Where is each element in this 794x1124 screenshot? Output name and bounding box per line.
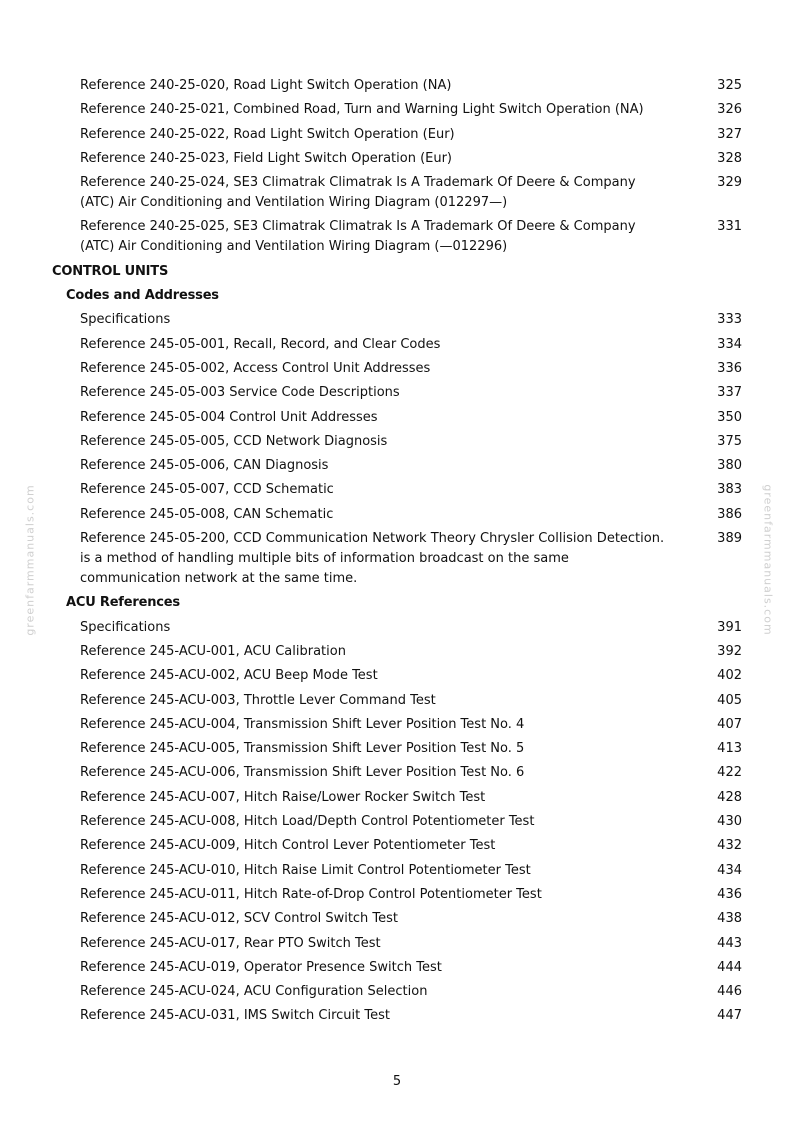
toc-entry-title: Reference 245-05-003 Service Code Descriptions (80, 385, 400, 401)
toc-block-lighting (52, 76, 742, 257)
toc-entry[interactable] (52, 310, 742, 330)
toc-entry-page: 434 (717, 862, 742, 878)
toc-entry-title: Reference 245-ACU-005, Transmission Shift Lever Position Test No. 5 (80, 741, 525, 757)
toc-entry-title: Reference 245-ACU-031, IMS Switch Circuit Test (80, 1008, 390, 1024)
toc-entry-title: Reference 245-ACU-017, Rear PTO Switch Test (80, 935, 381, 951)
toc-entry-title: Reference 245-ACU-019, Operator Presence Switch Test (80, 959, 442, 975)
toc-entry-title: Reference 245-05-006, CAN Diagnosis (80, 458, 329, 474)
toc-entry-page: 405 (717, 692, 742, 708)
toc-entry-title: Reference 245-ACU-006, Transmission Shift Lever Position Test No. 6 (80, 765, 525, 781)
toc-entry-title: Reference 240-25-023, Field Light Switch Operation (Eur) (80, 150, 453, 166)
toc-entry[interactable] (52, 383, 742, 403)
toc-entry[interactable] (52, 359, 742, 379)
toc-entry-title: Reference 245-05-008, CAN Schematic (80, 506, 334, 522)
toc-entry-title: Reference 240-25-022, Road Light Switch Operation (Eur) (80, 126, 455, 142)
toc-entry[interactable] (52, 715, 742, 735)
toc-entry[interactable] (52, 885, 742, 905)
toc-entry-title: Reference 245-ACU-001, ACU Calibration (80, 643, 346, 659)
toc-entry-title: Reference 245-ACU-007, Hitch Raise/Lower Rocker Switch Test (80, 789, 486, 805)
toc-entry-title: Reference 245-ACU-003, Throttle Lever Command Test (80, 692, 436, 708)
toc-entry-page: 444 (717, 959, 742, 975)
toc-entry[interactable] (52, 217, 742, 257)
toc-entry[interactable] (52, 958, 742, 978)
toc-entry-page: 375 (717, 433, 742, 449)
toc-entry-title: Reference 240-25-024, SE3 Climatrak Climatrak Is A Trademark Of Deere & Company (ATC) Air Conditioning and Ventilation Wiring Diagram (012297—) (80, 175, 636, 211)
toc-entry-page: 327 (717, 126, 742, 142)
toc-entry-page: 329 (717, 175, 742, 191)
toc-entry-title: Reference 240-25-020, Road Light Switch Operation (NA) (80, 78, 452, 93)
toc-entry-title: Specifications (80, 619, 171, 635)
toc-entry-page: 333 (717, 312, 742, 328)
toc-entry[interactable] (52, 173, 742, 213)
toc-entry[interactable] (52, 408, 742, 428)
toc-entry-page: 389 (717, 531, 742, 547)
toc-entry-page: 413 (717, 741, 742, 757)
toc-entry-title: Reference 245-ACU-024, ACU Configuration Selection (80, 984, 428, 1000)
toc-entry-page: 447 (717, 1008, 742, 1024)
toc-entry-page: 331 (717, 219, 742, 235)
toc-entry[interactable] (52, 763, 742, 783)
toc-entry-page: 391 (717, 619, 742, 635)
toc-entry[interactable] (52, 100, 742, 120)
toc-entry-title: Reference 245-05-002, Access Control Unit Addresses (80, 360, 431, 376)
toc-entry-page: 428 (717, 789, 742, 805)
toc-block-acu-references (52, 618, 742, 1027)
toc-entry-page: 380 (717, 458, 742, 474)
toc-entry-title: Reference 245-ACU-012, SCV Control Switch Test (80, 911, 399, 927)
toc-entry-page: 443 (717, 935, 742, 951)
toc-entry-title: Specifications (80, 312, 171, 328)
toc-entry[interactable] (52, 529, 742, 589)
toc-entry[interactable] (52, 909, 742, 929)
toc-entry-page: 432 (717, 838, 742, 854)
toc-entry-page: 386 (717, 506, 742, 522)
toc-block-codes-addresses (52, 310, 742, 589)
toc-entry-title: Reference 245-05-200, CCD Communication Network Theory Chrysler Collision Detection. is a method of handling multiple bits of information broadcast on the same communication network at the same time. (80, 531, 665, 587)
subsection-heading: Codes and Addresses (66, 288, 219, 304)
toc-entry[interactable] (52, 642, 742, 662)
toc-entry[interactable] (52, 861, 742, 881)
toc-entry-page: 328 (717, 150, 742, 166)
toc-entry-title: Reference 245-ACU-008, Hitch Load/Depth Control Potentiometer Test (80, 814, 535, 830)
toc-entry[interactable] (52, 456, 742, 476)
toc-entry[interactable] (52, 76, 742, 96)
table-of-contents (52, 76, 742, 1031)
toc-entry-page: 438 (717, 911, 742, 927)
toc-entry-page: 407 (717, 716, 742, 732)
toc-entry[interactable] (52, 125, 742, 145)
section-heading: CONTROL UNITS (52, 263, 169, 279)
toc-entry-page: 392 (717, 643, 742, 659)
toc-entry-page: 337 (717, 385, 742, 401)
toc-entry[interactable] (52, 812, 742, 832)
subsection-heading: ACU References (66, 595, 180, 611)
page-number: 5 (392, 1074, 402, 1089)
toc-entry-page: 422 (717, 765, 742, 781)
toc-entry[interactable] (52, 691, 742, 711)
toc-entry-title: Reference 240-25-025, SE3 Climatrak Climatrak Is A Trademark Of Deere & Company (ATC) Air Conditioning and Ventilation Wiring Diagram (—012296) (80, 219, 636, 255)
toc-entry[interactable] (52, 788, 742, 808)
toc-entry-title: Reference 245-05-001, Recall, Record, and Clear Codes (80, 336, 441, 352)
watermark-left: greenfarmmanuals.com (23, 484, 37, 636)
toc-entry[interactable] (52, 149, 742, 169)
toc-entry[interactable] (52, 505, 742, 525)
toc-entry-page: 334 (717, 336, 742, 352)
toc-entry[interactable] (52, 618, 742, 638)
toc-entry-title: Reference 245-05-004 Control Unit Addresses (80, 409, 378, 425)
toc-entry-title: Reference 245-ACU-009, Hitch Control Lever Potentiometer Test (80, 838, 496, 854)
toc-entry-page: 402 (717, 668, 742, 684)
toc-entry-page: 383 (717, 482, 742, 498)
toc-entry[interactable] (52, 666, 742, 686)
toc-entry-title: Reference 240-25-021, Combined Road, Turn and Warning Light Switch Operation (NA) (80, 102, 644, 118)
toc-entry[interactable] (52, 836, 742, 856)
toc-entry-title: Reference 245-ACU-011, Hitch Rate-of-Drop Control Potentiometer Test (80, 886, 542, 902)
toc-entry-title: Reference 245-05-005, CCD Network Diagnosis (80, 433, 388, 449)
toc-entry-title: Reference 245-ACU-002, ACU Beep Mode Test (80, 668, 378, 684)
toc-entry-page: 350 (717, 409, 742, 425)
toc-entry[interactable] (52, 982, 742, 1002)
toc-entry-title: Reference 245-05-007, CCD Schematic (80, 482, 334, 498)
toc-entry-title: Reference 245-ACU-010, Hitch Raise Limit Control Potentiometer Test (80, 862, 531, 878)
toc-entry[interactable] (52, 934, 742, 954)
watermark-right: greenfarmmanuals.com (761, 484, 775, 636)
toc-entry-title: Reference 245-ACU-004, Transmission Shift Lever Position Test No. 4 (80, 716, 525, 732)
toc-entry-page: 336 (717, 360, 742, 376)
toc-entry[interactable] (52, 1006, 742, 1026)
toc-entry[interactable] (52, 335, 742, 355)
toc-entry[interactable] (52, 739, 742, 759)
toc-entry[interactable] (52, 480, 742, 500)
toc-entry-page: 446 (717, 984, 742, 1000)
toc-entry-page: 436 (717, 886, 742, 902)
toc-entry-page: 430 (717, 814, 742, 830)
toc-entry-page: 326 (717, 102, 742, 118)
toc-entry[interactable] (52, 432, 742, 452)
toc-entry-page: 325 (717, 78, 742, 93)
